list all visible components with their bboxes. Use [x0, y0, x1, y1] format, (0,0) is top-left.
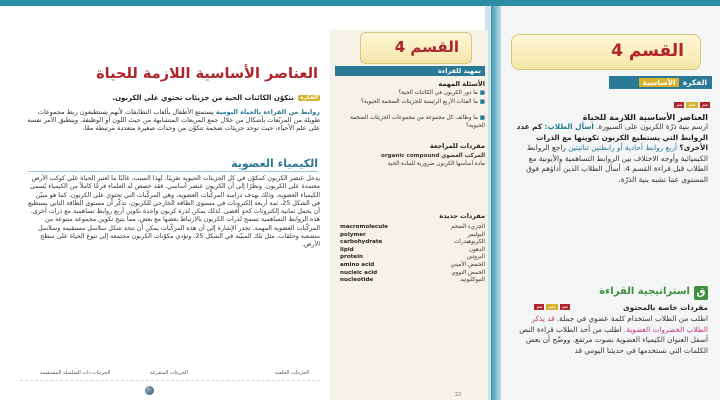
vocabulary-item: [340, 247, 485, 254]
new-vocabulary-heading: مفردات جديدة: [439, 212, 485, 220]
top-bar: [491, 0, 720, 6]
figure-caption-straight: الجزيئات ذات السلسلة المستقيمة: [40, 370, 111, 376]
figure-caption-branched: الجزيئات المتفرعة: [150, 370, 188, 376]
essential-question: ■ ما الفئات الأربع الرئيسة للجزيئات الضخمة الحيوية؟: [360, 99, 485, 105]
content-vocabulary-heading: مفردات خاصة بالمحتوى: [622, 303, 708, 312]
organic-chemistry-body: يدخل عنصر الكربون كمكوّن في كل الجزيئات الحيوية تقريبًا. لهذا السبب، غالبًا ما تُعتبر الحياة على كوكب الأرض معتمدة على الكربون. ونظرًا إلى أن الكربون عنصر أساسي، فقد خصص له العلماء فرعًا كاملاً من الكيمياء يُسمى الكيمياء العضوية، وذلك بهدف دراسة المركّبات العضوية، وهي المركّبات التي تحتوي على الكربون. كما هو مبيّن في الشكل 25، ثمة أربعة إلكترونات في مستوى الطاقة الخارجي للكربون. تذكّر أن مستوى الطاقة الثاني يستطيع أن يحمل ثمانية إلكترونات كحدٍ أقصى. لذلك يمكن لذرة كربون واحدة تكوين أربع روابط تساهمية مع ذرات أخرى. هذه الروابط التساهمية تسمح لذرات الكربون بالارتباط بعضها مع بعض، مما يتيح تكوين مجموعة متنوعة من المركّبات العضوية المهمة. تجدر الإشارة إلى أن هذه المركّبات يمكن أن تتخذ شكل سلاسل مستقيمة وسلاسل متشعبة وحلقات، مثل تلك المبيّنة في الشكل 25. وتؤدي مكوّنات الكربون مجتمعة إلى تنوع الحياة على سطح الأرض.: [28, 175, 320, 249]
page-spine: [491, 6, 501, 400]
vocabulary-term-en: nucleic acid: [340, 269, 378, 276]
idea-tag-word: الفكرة: [682, 78, 707, 87]
level-tag: مم: [536, 304, 543, 310]
vocabulary-item: [340, 254, 485, 261]
ask-students-label: اسأل الطلاب:: [544, 122, 594, 131]
vocabulary-term-en: lipid: [340, 246, 354, 253]
essential-question: ■ ما وظائف كل مجموعة من مجموعات الجزيئات الضخمة الحيوية؟: [350, 115, 485, 129]
real-world-lead: روابط من القراءة بالحياة اليومية: [215, 108, 320, 116]
vocabulary-term-en: amino acid: [340, 262, 375, 268]
vocabulary-item: [340, 262, 485, 269]
teacher-heading: العناصر الأساسية اللازمة للحياة: [582, 112, 708, 122]
review-term-ar: المركب العضوي: [441, 153, 485, 159]
page-number: 22: [455, 392, 462, 398]
level-tag: متم: [688, 102, 696, 108]
level-tag: مم: [561, 304, 568, 310]
vocabulary-term-ar: البروتين: [466, 254, 485, 261]
carbon-atom-icon: [145, 386, 154, 395]
vocabulary-item: [340, 232, 485, 239]
vocabulary-term-en: polymer: [340, 231, 366, 238]
vocabulary-item: [340, 224, 485, 231]
teacher-paragraph-1: [512, 122, 708, 186]
reading-strategy-header: [512, 286, 708, 300]
teacher-paragraph-2: [512, 314, 708, 356]
vocabulary-term-en: nucleotide: [340, 277, 374, 284]
section-title: العناصر الأساسية اللازمة للحياة: [96, 66, 318, 82]
vocabulary-term-en: carbohydrate: [340, 239, 383, 246]
question-text: كم عدد الروابط التي يستطيع الكربون تكوينها مع الذرات الأخرى؟: [516, 122, 708, 153]
vocabulary-term-ar: البوليمر: [467, 231, 485, 238]
essential-question: ■ ما دور الكربون في الكائنات الحية؟: [398, 90, 485, 96]
instruction-text: اطلب من أحد الطلاب قراءة النص أسفل العنوان الكيمياء العضوية بصوت مرتفع. ووضّح أن بعض الكلمات التي نستخدمها في حديثنا اليومي قد: [519, 324, 708, 355]
section-tab: [360, 32, 472, 64]
answer-text: قد يذكر الطلاب الخضروات العضوية.: [531, 314, 708, 334]
figure-caption-ring: الجزيئات الحلقية: [275, 370, 310, 376]
vocabulary-term-en: protein: [340, 254, 363, 261]
reading-strategy-title: استراتيجية القراءة: [599, 286, 690, 297]
level-tag: مم: [676, 102, 683, 108]
review-vocabulary-heading: مفردات للمراجعة: [429, 142, 485, 150]
main-idea-text: تتكوّن الكائنات الحية من جزيئات تحتوي على الكربون.: [112, 94, 294, 102]
real-world-text: يستمتع الأطفال بألعاب التطابقات لأنهم يستطيعون ربط مجموعات طويلة من المربّعات بأشكال من خلال جمع المربعات المتشابهة من حيث اللون أو الوظيفة. وينطبق الأمر نفسه على علم الأحياء، حيث توحد جزيئات ضخمة تتكوّن من وحدات صغيرة متعددة مرتبطة معًا.: [27, 108, 320, 133]
vocabulary-term-ar: الحمض النووي: [451, 269, 485, 276]
vocabulary-term-en: macromolecule: [340, 224, 388, 230]
answer-text: أربع روابط أحادية أو رابطتين ثنائيتين: [568, 143, 678, 153]
reading-preview-band: تمهيد للقراءة: [335, 66, 485, 76]
instruction-text: اطلب من الطلاب استخدام كلمة عضوي في جملة.: [556, 314, 708, 323]
real-world-paragraph: [26, 108, 320, 133]
teacher-section-tab: [511, 34, 701, 70]
level-tag: مم: [701, 102, 708, 108]
main-idea-tag: [609, 76, 712, 89]
main-idea: [28, 94, 320, 102]
idea-tag-main: الأساسية: [639, 78, 678, 87]
figure-25: [20, 380, 320, 400]
level-tags: [672, 102, 710, 108]
vocabulary-term-ar: النيوكليوتيد: [460, 277, 485, 284]
vocabulary-item: [340, 239, 485, 246]
vocabulary-term-ar: الجزيء الضخم: [450, 224, 485, 230]
instruction-text: ارسم بنية ذرّة الكربون على السبورة.: [596, 122, 708, 131]
top-bar: [0, 0, 491, 6]
review-term-en: organic compound: [380, 153, 440, 159]
main-idea-badge: الفكرة: [300, 95, 318, 101]
vocabulary-item: [340, 277, 485, 284]
level-tag: متم: [548, 304, 556, 310]
section-tab-label: القسم 4: [394, 38, 459, 56]
teacher-page: [491, 0, 720, 400]
reading-strategy-icon: ق: [694, 286, 708, 300]
teacher-section-tab-label: القسم 4: [611, 41, 684, 61]
vocabulary-item: [340, 270, 485, 277]
vocabulary-term-ar: الحمض الأميني: [450, 262, 485, 268]
instruction-text: راجع الروابط الكيميائية وأوجه الاختلاف بين الروابط التساهمية والأيونية مع الطلاب قبل قراءة القسم 4. أسأل الطلاب الذين أداؤهم فوق المستوى عما تشبه بنية الذرّة.: [526, 143, 708, 184]
heading-divider: [28, 171, 318, 172]
vocabulary-term-ar: الكربوهيدرات: [454, 239, 485, 246]
review-term: [340, 153, 485, 161]
organic-chemistry-heading: الكيمياء العضوية: [231, 157, 318, 170]
essential-questions-heading: الأسئلة المهمة: [438, 80, 485, 88]
review-definition: مادة أساسها الكربون ضرورية للمادة الحية: [387, 161, 485, 167]
vocabulary-term-ar: الدهون: [468, 246, 485, 253]
